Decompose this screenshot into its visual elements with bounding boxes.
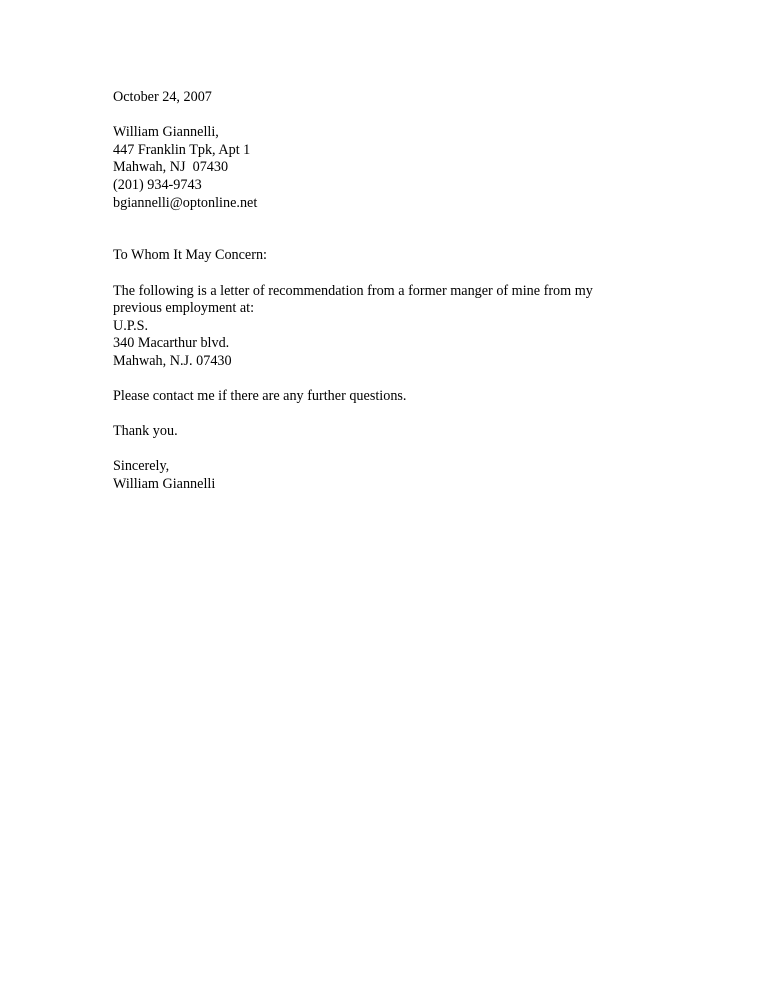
sender-phone: (201) 934-9743 bbox=[113, 176, 202, 193]
letter-body bbox=[113, 89, 673, 494]
signature-name: William Giannelli bbox=[113, 476, 216, 493]
intro-paragraph bbox=[113, 283, 673, 371]
thanks-line: Thank you. bbox=[113, 423, 178, 440]
letter-date: October 24, 2007 bbox=[113, 89, 212, 105]
closing: Sincerely, bbox=[113, 458, 170, 475]
closing-block bbox=[113, 458, 673, 493]
employer-city: Mahwah, N.J. 07430 bbox=[113, 352, 232, 369]
sender-name: William Giannelli, bbox=[113, 124, 219, 141]
intro-line-1: The following is a letter of recommendation from a former manger of mine from my bbox=[113, 282, 593, 299]
employer-street: 340 Macarthur blvd. bbox=[113, 335, 230, 352]
intro-line-2: previous employment at: bbox=[113, 300, 255, 317]
salutation: To Whom It May Concern: bbox=[113, 247, 267, 264]
sender-address-block bbox=[113, 124, 673, 212]
sender-street: 447 Franklin Tpk, Apt 1 bbox=[113, 141, 251, 158]
employer-name: U.P.S. bbox=[113, 317, 149, 334]
sender-email: bgiannelli@optonline.net bbox=[113, 194, 258, 211]
contact-note: Please contact me if there are any further questions. bbox=[113, 388, 407, 405]
sender-city: Mahwah, NJ 07430 bbox=[113, 159, 229, 176]
